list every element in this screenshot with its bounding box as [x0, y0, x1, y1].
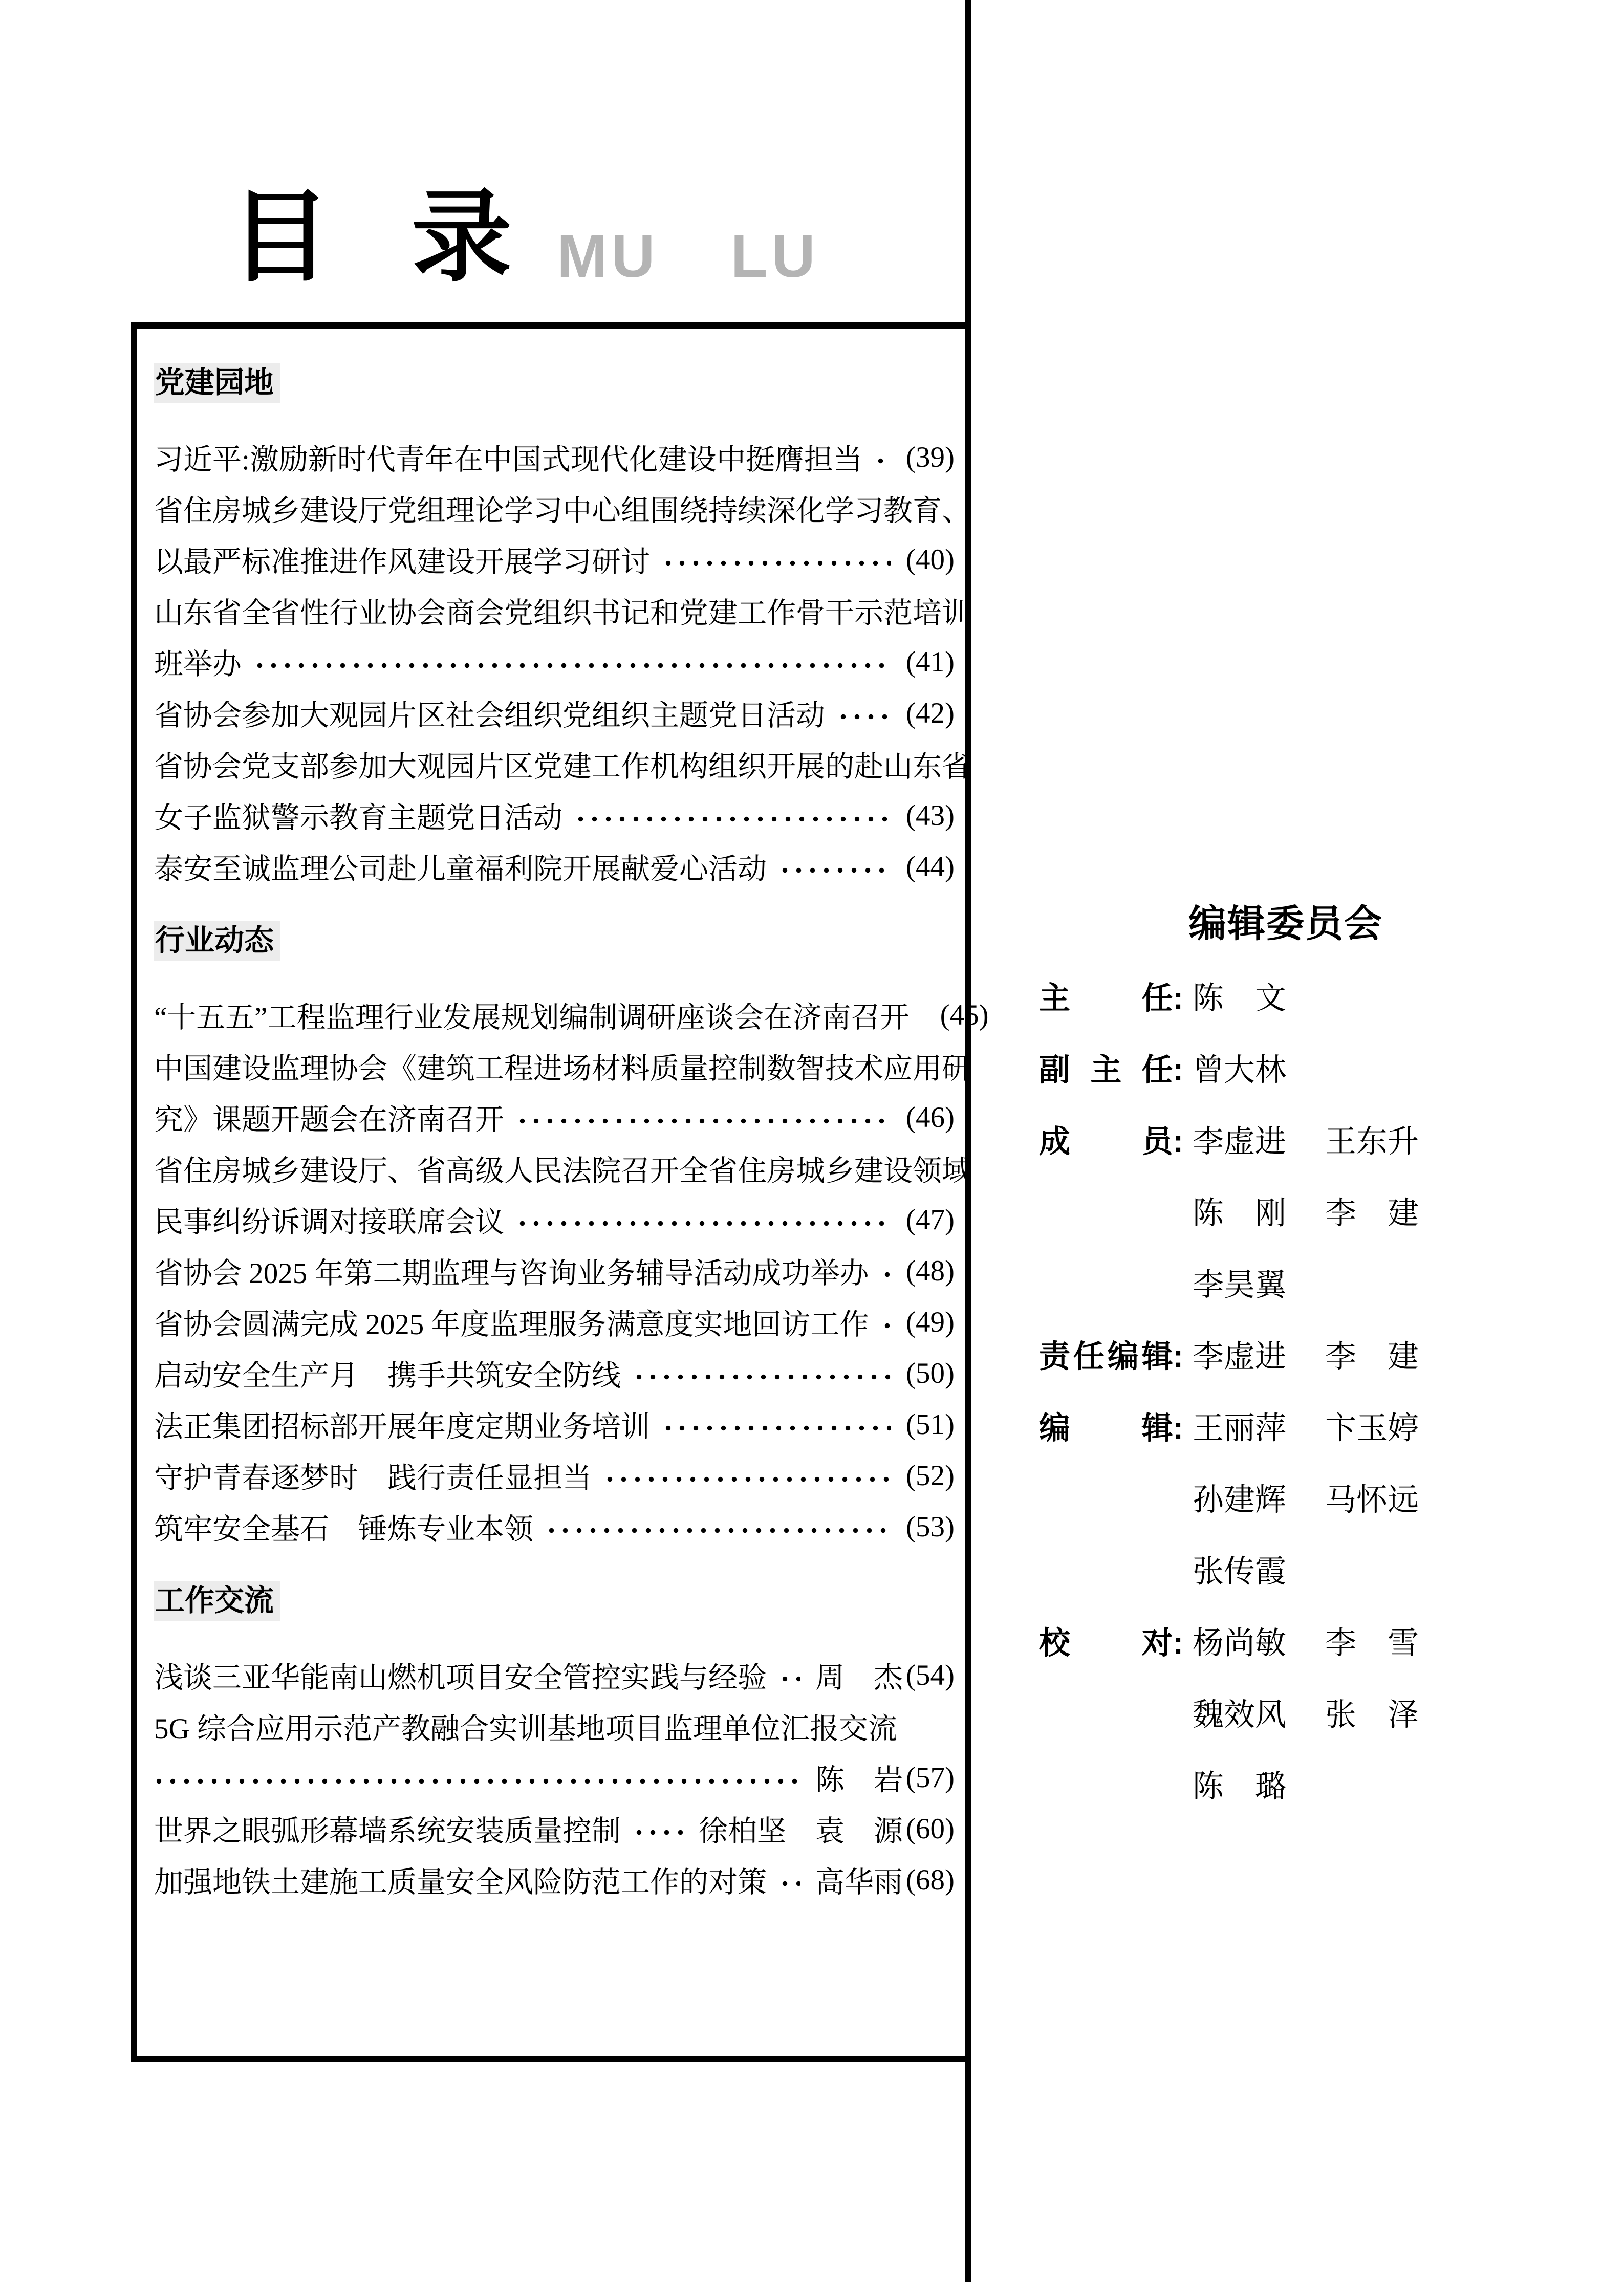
board-member-name: 王丽萍: [1193, 1411, 1287, 1446]
role-label-char: 责: [1039, 1338, 1071, 1374]
board-member-names: [1193, 1117, 1419, 1161]
role-label-char: 任:: [1141, 980, 1183, 1015]
board-member-name: 陈 刚: [1193, 1196, 1287, 1231]
entry-title: 民事纠纷诉调对接联席会议: [154, 1206, 504, 1238]
toc-entry-line: [154, 1245, 955, 1296]
dot-leader: [884, 1272, 891, 1277]
board-member-names: [1193, 1690, 1419, 1734]
dot-leader: [782, 867, 891, 873]
entry-page-number: (50): [906, 1357, 955, 1389]
board-member-name: 陈 文: [1193, 981, 1287, 1016]
entry-page-number: (39): [906, 441, 955, 473]
dot-leader: [840, 714, 891, 720]
board-row-3: [1039, 1103, 1607, 1175]
toc-entry-line: [154, 1501, 955, 1552]
role-label-char: 成: [1039, 1123, 1071, 1159]
dot-leader: [884, 1323, 891, 1329]
role-label-char: 编: [1039, 1410, 1071, 1445]
toc-entry-line: [154, 636, 955, 687]
dot-leader: [636, 1374, 891, 1380]
entry-page-number: (51): [906, 1408, 955, 1441]
toc-entry-line: [154, 1040, 971, 1092]
board-row-2: [1039, 1031, 1607, 1103]
entry-author: 陈 岩: [815, 1764, 903, 1796]
entry-title: 浅谈三亚华能南山燃机项目安全管控实践与经验: [154, 1662, 767, 1694]
toc-entry-line: [154, 1450, 955, 1501]
section-header: 工作交流: [154, 1581, 280, 1621]
dot-leader: [665, 1425, 891, 1431]
editorial-board-title: 编辑委员会: [1188, 902, 1383, 945]
entry-title: 习近平:激励新时代青年在中国式现代化建设中挺膺担当: [154, 444, 862, 476]
board-member-names: [1193, 1762, 1286, 1806]
toc-entry-line: [154, 1143, 971, 1194]
board-member-name: 张传霞: [1193, 1554, 1287, 1589]
toc-section-1: [154, 357, 971, 892]
board-member-name: 李 建: [1325, 1196, 1419, 1231]
role-label-char: 校: [1039, 1625, 1071, 1660]
board-member-name: 杨尚敏: [1193, 1626, 1287, 1661]
entry-page-number: (48): [906, 1254, 955, 1287]
dot-leader: [878, 458, 891, 464]
board-row-9: [1039, 1533, 1607, 1604]
board-member-names: [1193, 1260, 1286, 1305]
board-member-name: 孙建辉: [1193, 1483, 1287, 1517]
dot-leader: [607, 1476, 891, 1482]
role-label-char: 辑:: [1141, 1338, 1183, 1374]
entry-page-number: (68): [906, 1863, 955, 1896]
board-member-names: [1193, 1618, 1419, 1663]
board-role-label: [1039, 1618, 1183, 1663]
entry-page-number: (47): [906, 1203, 955, 1236]
toc-box: [131, 322, 989, 2062]
board-row-7: [1039, 1389, 1607, 1461]
dot-leader: [665, 560, 891, 566]
toc-entry-line: [154, 1092, 955, 1143]
entry-page-number: (46): [906, 1101, 955, 1134]
toc-entry-line: [154, 1701, 955, 1752]
entry-title: 以最严标准推进作风建设开展学习研讨: [154, 546, 650, 578]
board-member-name: 李昊翼: [1193, 1268, 1287, 1302]
board-member-name: 王东升: [1325, 1124, 1419, 1159]
toc-section-3: [154, 1575, 955, 1905]
board-row-11: [1039, 1676, 1607, 1748]
entry-title: 女子监狱警示教育主题党日活动: [154, 802, 562, 834]
dot-leader: [636, 1830, 683, 1835]
toc-entry-line: [154, 1752, 955, 1803]
board-role-label: [1039, 1117, 1183, 1161]
section-header: 党建园地: [154, 363, 280, 403]
entry-page-number: (40): [906, 543, 955, 576]
role-label-char: 编: [1107, 1338, 1139, 1374]
entry-page-number: (41): [906, 645, 955, 678]
board-member-name: 李虚进: [1193, 1339, 1287, 1374]
section-header: 行业动态: [154, 921, 280, 961]
board-member-names: [1193, 1547, 1286, 1591]
toc-entry-line: [154, 1649, 955, 1701]
toc-entry-line: [154, 1854, 955, 1905]
role-label-char: 主: [1039, 980, 1071, 1015]
board-role-label: [1039, 1332, 1183, 1376]
entry-title: 省住房城乡建设厅、省高级人民法院召开全省住房城乡建设领域: [154, 1155, 971, 1187]
role-label-char: 对:: [1141, 1625, 1183, 1660]
board-role-label: [1039, 1045, 1183, 1090]
dot-leader: [578, 816, 891, 822]
entry-author: 高华雨: [815, 1866, 903, 1899]
dot-leader: [519, 1221, 891, 1226]
editorial-board: [1039, 888, 1607, 1819]
toc-entry-line: [154, 1348, 955, 1399]
section-header-wrap: [154, 1575, 955, 1626]
role-label-char: 主: [1090, 1052, 1122, 1087]
board-member-name: 魏效风: [1193, 1698, 1287, 1732]
section-header-wrap: [154, 915, 955, 966]
entry-page-number: (49): [906, 1306, 955, 1338]
dot-leader: [782, 1881, 800, 1886]
role-label-char: 副: [1039, 1052, 1071, 1087]
board-row-8: [1039, 1461, 1607, 1533]
board-row-4: [1039, 1175, 1607, 1246]
entry-page-number: (52): [906, 1459, 955, 1492]
entry-title: 中国建设监理协会《建筑工程进场材料质量控制数智技术应用研: [154, 1053, 971, 1085]
entry-title: 法正集团招标部开展年度定期业务培训: [154, 1411, 650, 1443]
entry-title: 省协会参加大观园片区社会组织党组织主题党日活动: [154, 700, 825, 732]
board-member-name: 李虚进: [1193, 1124, 1287, 1159]
toc-entry-line: [154, 687, 955, 738]
toc-entry-line: [154, 790, 955, 841]
board-row-1: [1039, 960, 1607, 1031]
toc-entry-line: [154, 585, 971, 636]
board-member-name: 李 雪: [1325, 1626, 1419, 1661]
dot-leader: [156, 1778, 800, 1784]
entry-title: 班举办: [154, 648, 242, 681]
entry-page-number: (54): [906, 1659, 955, 1691]
entry-title: 山东省全省性行业协会商会党组织书记和党建工作骨干示范培训: [154, 597, 971, 629]
board-role-label: [1039, 973, 1183, 1018]
editorial-board-rows: [1039, 960, 1607, 1819]
dot-leader: [782, 1676, 800, 1682]
entry-title: 省协会圆满完成 2025 年度监理服务满意度实地回访工作: [154, 1309, 869, 1341]
role-label-char: 任:: [1141, 1052, 1183, 1087]
board-member-name: 卞玉婷: [1325, 1411, 1419, 1446]
board-row-12: [1039, 1748, 1607, 1819]
board-row-10: [1039, 1604, 1607, 1676]
toc-entry-line: [154, 483, 971, 534]
entry-page-number: (44): [906, 850, 955, 883]
entry-title: 守护青春逐梦时 践行责任显担当: [154, 1462, 592, 1494]
role-label-char: 任: [1073, 1338, 1105, 1374]
toc-entry-line: [154, 1194, 955, 1245]
section-header-wrap: [154, 357, 955, 408]
role-label-char: 员:: [1141, 1123, 1183, 1159]
board-member-name: 马怀远: [1325, 1483, 1419, 1517]
title-pinyin-mu: MU: [557, 223, 659, 291]
entry-page-number: (60): [906, 1812, 955, 1845]
title-char-lu: 录: [412, 181, 512, 293]
entry-page-number: (42): [906, 697, 955, 729]
board-member-names: [1193, 1188, 1419, 1233]
role-label-char: 辑:: [1141, 1410, 1183, 1445]
board-member-names: [1193, 1403, 1419, 1448]
entry-title: “十五五”工程监理行业发展规划编制调研座谈会在济南召开: [154, 1002, 910, 1034]
entry-title: 究》课题开题会在济南召开: [154, 1104, 504, 1136]
page-divider-line: [965, 0, 971, 2282]
entry-title: 5G 综合应用示范产教融合实训基地项目监理单位汇报交流: [154, 1713, 897, 1745]
toc-entry-line: [154, 534, 955, 585]
board-member-names: [1193, 973, 1286, 1018]
board-member-name: 李 建: [1325, 1339, 1419, 1374]
entry-title: 世界之眼弧形幕墙系统安装质量控制: [154, 1815, 621, 1848]
entry-title: 泰安至诚监理公司赴儿童福利院开展献爱心活动: [154, 853, 767, 885]
entry-title: 省协会党支部参加大观园片区党建工作机构组织开展的赴山东省: [154, 751, 971, 783]
entry-title: 启动安全生产月 携手共筑安全防线: [154, 1360, 621, 1392]
toc-entry-line: [154, 1296, 955, 1348]
entry-page-number: (57): [906, 1761, 955, 1794]
board-role-label: [1039, 1403, 1183, 1448]
entry-page-number: (45): [940, 998, 989, 1031]
toc-entry-line: [154, 989, 989, 1040]
board-member-names: [1193, 1045, 1286, 1090]
entry-page-number: (43): [906, 799, 955, 832]
title-char-mu: 目: [230, 181, 331, 293]
board-row-5: [1039, 1246, 1607, 1318]
toc-entry-line: [154, 1399, 955, 1450]
entry-title: 筑牢安全基石 锤炼专业本领: [154, 1513, 533, 1546]
toc-entry-line: [154, 431, 955, 483]
entry-title: 省住房城乡建设厅党组理论学习中心组围绕持续深化学习教育、: [154, 495, 971, 527]
toc-entry-line: [154, 738, 971, 790]
toc-entry-line: [154, 841, 955, 892]
entry-title: 加强地铁土建施工质量安全风险防范工作的对策: [154, 1866, 767, 1899]
board-member-name: 张 泽: [1325, 1698, 1419, 1732]
dot-leader: [257, 663, 891, 668]
page-title: [230, 181, 819, 293]
entry-title: 省协会 2025 年第二期监理与咨询业务辅导活动成功举办: [154, 1257, 869, 1290]
entry-author: 徐柏坚 袁 源: [699, 1815, 903, 1848]
board-member-name: 曾大林: [1193, 1053, 1287, 1088]
entry-page-number: (53): [906, 1510, 955, 1543]
title-pinyin-lu: LU: [730, 223, 819, 291]
board-member-names: [1193, 1475, 1419, 1519]
board-member-name: 陈 璐: [1193, 1769, 1287, 1804]
board-row-6: [1039, 1318, 1607, 1389]
toc-entry-line: [154, 1803, 955, 1854]
board-member-names: [1193, 1332, 1419, 1376]
toc-section-2: [154, 915, 989, 1552]
entry-author: 周 杰: [815, 1662, 903, 1694]
dot-leader: [549, 1528, 891, 1533]
dot-leader: [519, 1118, 891, 1124]
